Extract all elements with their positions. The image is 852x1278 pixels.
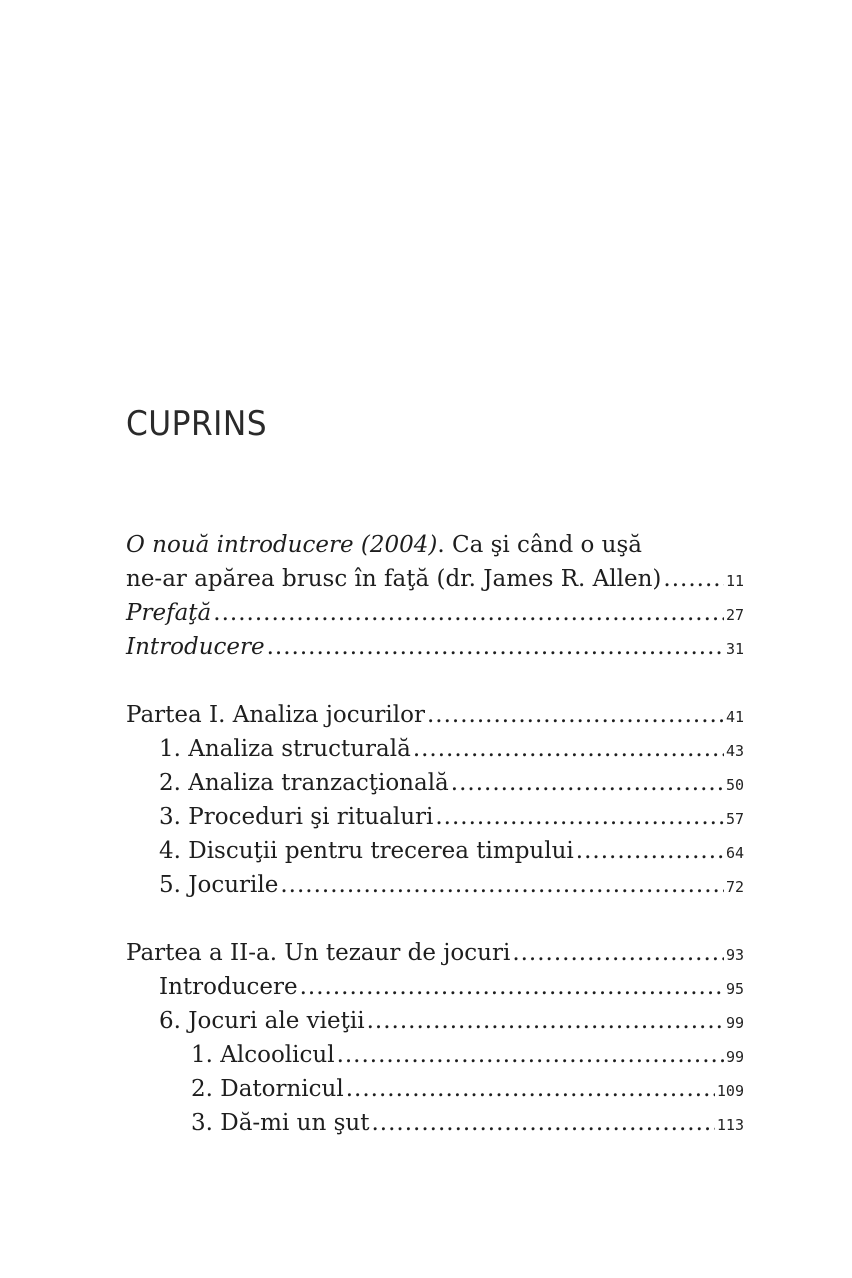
toc-page-number: 72 <box>725 878 744 896</box>
dot-leader <box>413 732 724 766</box>
toc-entry-preface[interactable] <box>126 596 744 630</box>
dot-leader <box>512 936 724 970</box>
dot-leader <box>427 698 724 732</box>
toc-entry-game[interactable] <box>126 1072 744 1106</box>
toc-entry-chapter[interactable] <box>126 800 744 834</box>
toc-entry-label: 2. Datornicul <box>191 1076 344 1102</box>
dot-leader <box>576 834 724 868</box>
toc-page-number: 113 <box>716 1116 744 1134</box>
dot-leader <box>337 1038 724 1072</box>
toc-entry-game[interactable] <box>126 1106 744 1140</box>
page-title: CUPRINS <box>126 404 268 444</box>
toc-entry-label: 1. Alcoolicul <box>191 1042 335 1068</box>
toc-entry-label: 5. Jocurile <box>159 872 279 898</box>
dot-leader <box>367 1004 724 1038</box>
dot-leader <box>451 766 724 800</box>
toc-page-number: 31 <box>725 640 744 658</box>
dot-leader <box>213 596 724 630</box>
toc-entry-label: 2. Analiza tranzacţională <box>159 770 449 796</box>
toc-entry-label: 3. Dă-mi un şut <box>191 1110 370 1136</box>
toc-page-number: 11 <box>725 572 744 590</box>
toc-entry-part2[interactable] <box>126 936 744 970</box>
toc-entry-new-intro-line1[interactable] <box>126 528 744 562</box>
toc-page-number: 41 <box>725 708 744 726</box>
toc-page-number: 64 <box>725 844 744 862</box>
dot-leader <box>300 970 724 1004</box>
dot-leader <box>435 800 724 834</box>
toc-entry-label: Partea a II-a. Un tezaur de jocuri <box>126 940 511 966</box>
toc-entry-label: 6. Jocuri ale vieţii <box>159 1008 365 1034</box>
section-spacer <box>126 664 744 698</box>
toc-entry-label: 4. Discuţii pentru trecerea timpului <box>159 838 574 864</box>
toc-entry-label: 3. Proceduri şi ritualuri <box>159 804 434 830</box>
toc-entry-chapter[interactable] <box>126 766 744 800</box>
toc-entry-chapter[interactable] <box>126 834 744 868</box>
section-spacer <box>126 902 744 936</box>
toc-entry-label: . Ca şi când o uşă <box>437 532 642 558</box>
toc-page-number: 95 <box>725 980 744 998</box>
table-of-contents <box>126 528 744 1140</box>
toc-entry-label: Partea I. Analiza jocurilor <box>126 702 425 728</box>
toc-page-number: 109 <box>716 1082 744 1100</box>
toc-entry-label: Introducere <box>159 974 298 1000</box>
toc-entry-label: Prefaţă <box>126 600 212 626</box>
toc-page-number: 27 <box>725 606 744 624</box>
dot-leader <box>371 1106 714 1140</box>
dot-leader <box>267 630 724 664</box>
toc-entry-chapter[interactable] <box>126 868 744 902</box>
toc-entry-game[interactable] <box>126 1038 744 1072</box>
toc-page-number: 93 <box>725 946 744 964</box>
toc-entry-chapter6[interactable] <box>126 1004 744 1038</box>
toc-entry-chapter[interactable] <box>126 732 744 766</box>
toc-entry-part2-intro[interactable] <box>126 970 744 1004</box>
toc-page-number: 57 <box>725 810 744 828</box>
toc-entry-part1[interactable] <box>126 698 744 732</box>
toc-entry-label: Introducere <box>126 634 265 660</box>
toc-entry-introduction[interactable] <box>126 630 744 664</box>
toc-page-number: 50 <box>725 776 744 794</box>
dot-leader <box>663 562 724 596</box>
toc-page-number: 99 <box>725 1048 744 1066</box>
dot-leader <box>346 1072 715 1106</box>
toc-page-number: 99 <box>725 1014 744 1032</box>
toc-entry-label: 1. Analiza structurală <box>159 736 411 762</box>
toc-entry-label-italic: O nouă introducere (2004) <box>126 532 438 558</box>
toc-page-number: 43 <box>725 742 744 760</box>
dot-leader <box>280 868 724 902</box>
toc-entry-new-intro-line2[interactable] <box>126 562 744 596</box>
toc-entry-label: ne-ar apărea brusc în faţă (dr. James R. Allen) <box>126 566 662 592</box>
